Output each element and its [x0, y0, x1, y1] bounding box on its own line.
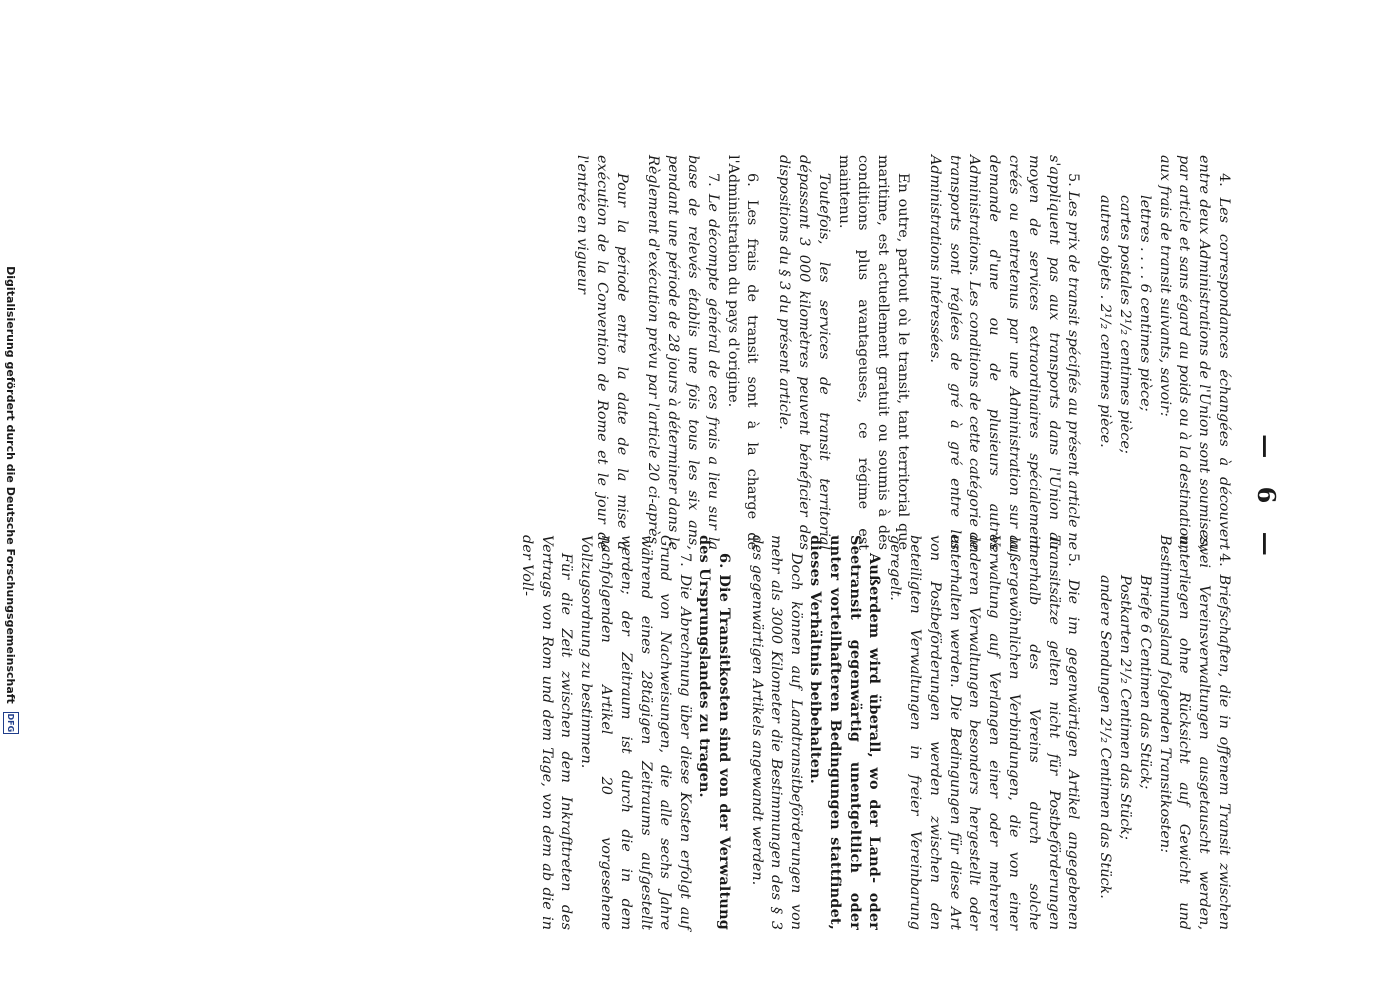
rate-postcards-fr: cartes postales 2¹/₂ centimes pièce; — [1117, 195, 1134, 454]
transit-rates-fr — [1094, 155, 1153, 550]
paragraph-5-de: 5. Die im gegenwärtigen Artikel angegebenen Transitsätze gelten nicht für Postbeförderungen innerhalb des Vereins durch solche außergewöhnlichen Verbindungen, die von einer Verwaltung auf Verlangen einer oder mehrerer anderen Verwaltungen besonders hergestellt oder unterhalten werden. Die Bedingungen für diese Art von Postbeförderungen werden zwischen den beteiligten Verwaltungen in freier Vereinbarung geregelt. — [887, 535, 1082, 930]
dfg-logo: DFG — [3, 712, 19, 734]
paragraph-ausserdem-de: Außerdem wird überall, wo der Land- oder Seetransit gegenwärtig unentgeltlich oder unter vorteilhafteren Bedingungen stattfindet, dieses Verhältnis beibehalten. — [807, 535, 884, 930]
paragraph-6-fr: 6. Les frais de transit sont à la charge de l'Administration du pays d'origine. — [724, 155, 761, 550]
rate-letters-fr: lettres . . . . 6 centimes pièce; — [1136, 195, 1153, 412]
paragraph-7-de: 7. Die Abrechnung über diese Kosten erfolgt auf Grund von Nachweisungen, die alle sechs Jahre während eines 28tägigen Zeitraums aufgestellt werden; der Zeitraum ist durch die in dem nachfolgenden Artikel 20 vorgesehene Vollzugsordnung zu bestimmen. — [578, 535, 694, 930]
paragraph-7-fr: 7. Le décompte général de ces frais a lieu sur la base de relevés établis une fois tous les six ans, pendant une période de 28 jours à déterminer dans le Règlement d'exécution prévu par l'article 20 ci-après. — [645, 155, 721, 551]
paragraph-en-outre-fr: En outre, partout où le transit, tant territorial que maritime, est actuellement gratuit ou soumis à des conditions plus avantageuses, ce régime est maintenu. — [835, 155, 912, 550]
rate-postcards-de: Postkarten 2¹/₂ Centimen das Stück; — [1117, 575, 1134, 840]
page-number: — 6 — — [1252, 434, 1281, 566]
paragraph-doch-de: Doch können auf Landtransitbeförderungen von mehr als 3000 Kilometer die Bestimmungen des § 3 des gegenwärtigen Artikels angewandt werden. — [748, 535, 805, 930]
paragraph-periode-fr: Pour la période entre la date de la mise à exécution de la Convention de Rome et le jour de l'entrée en vigueur — [574, 155, 630, 550]
rate-other-fr: autres objets . 2¹/₂ centimes pièce. — [1097, 195, 1114, 448]
paragraph-toutefois-fr: Toutefois, les services de transit territorial dépassant 3 000 kilomètres peuvent bénéficier des dispositions du § 3 du présent article. — [776, 155, 832, 550]
paragraph-5-fr: 5. Les prix de transit spécifiés au présent article ne s'appliquent pas aux transports dans l'Union au moyen de services extraordinaires spécialement créés ou entretenus par une Administration sur la demande d'une ou de plusieurs autres Administrations. Les conditions de cette catégorie de transports sont réglées de gré à gré entre les Administrations intéressées. — [926, 155, 1082, 550]
paragraph-6-de: 6. Die Transitkosten sind von der Verwaltung des Ursprungslandes zu tragen. — [696, 535, 733, 931]
paragraph-4-fr: 4. Les correspondances échangées à découvert entre deux Administrations de l'Union sont soumises, par article et sans égard au poids ou à la destination, aux frais de transit suivants, savoir: — [1156, 155, 1232, 551]
paragraph-zeit-de: Für die Zeit zwischen dem Inkrafttreten des Vertrags von Rom und dem Tage, von dem ab die in der Voll- — [518, 535, 575, 930]
french-column — [571, 155, 1233, 550]
rate-letters-de: Briefe 6 Centimen das Stück; — [1136, 575, 1153, 790]
transit-rates-de — [1094, 535, 1153, 930]
rate-other-de: andere Sendungen 2¹/₂ Centimen das Stück. — [1097, 575, 1114, 899]
credit-text: Digitalisierung gefördert durch die Deutsche Forschungsgemeinschaft — [4, 266, 18, 704]
paragraph-4-de: 4. Briefschaften, die in offenem Transit zwischen zwei Vereinsverwaltungen ausgetauscht werden, unterliegen ohne Rücksicht auf Gewicht und Bestimmungsland folgenden Transitkosten: — [1156, 535, 1232, 930]
german-column — [516, 535, 1233, 930]
digitization-credit — [0, 0, 22, 1000]
